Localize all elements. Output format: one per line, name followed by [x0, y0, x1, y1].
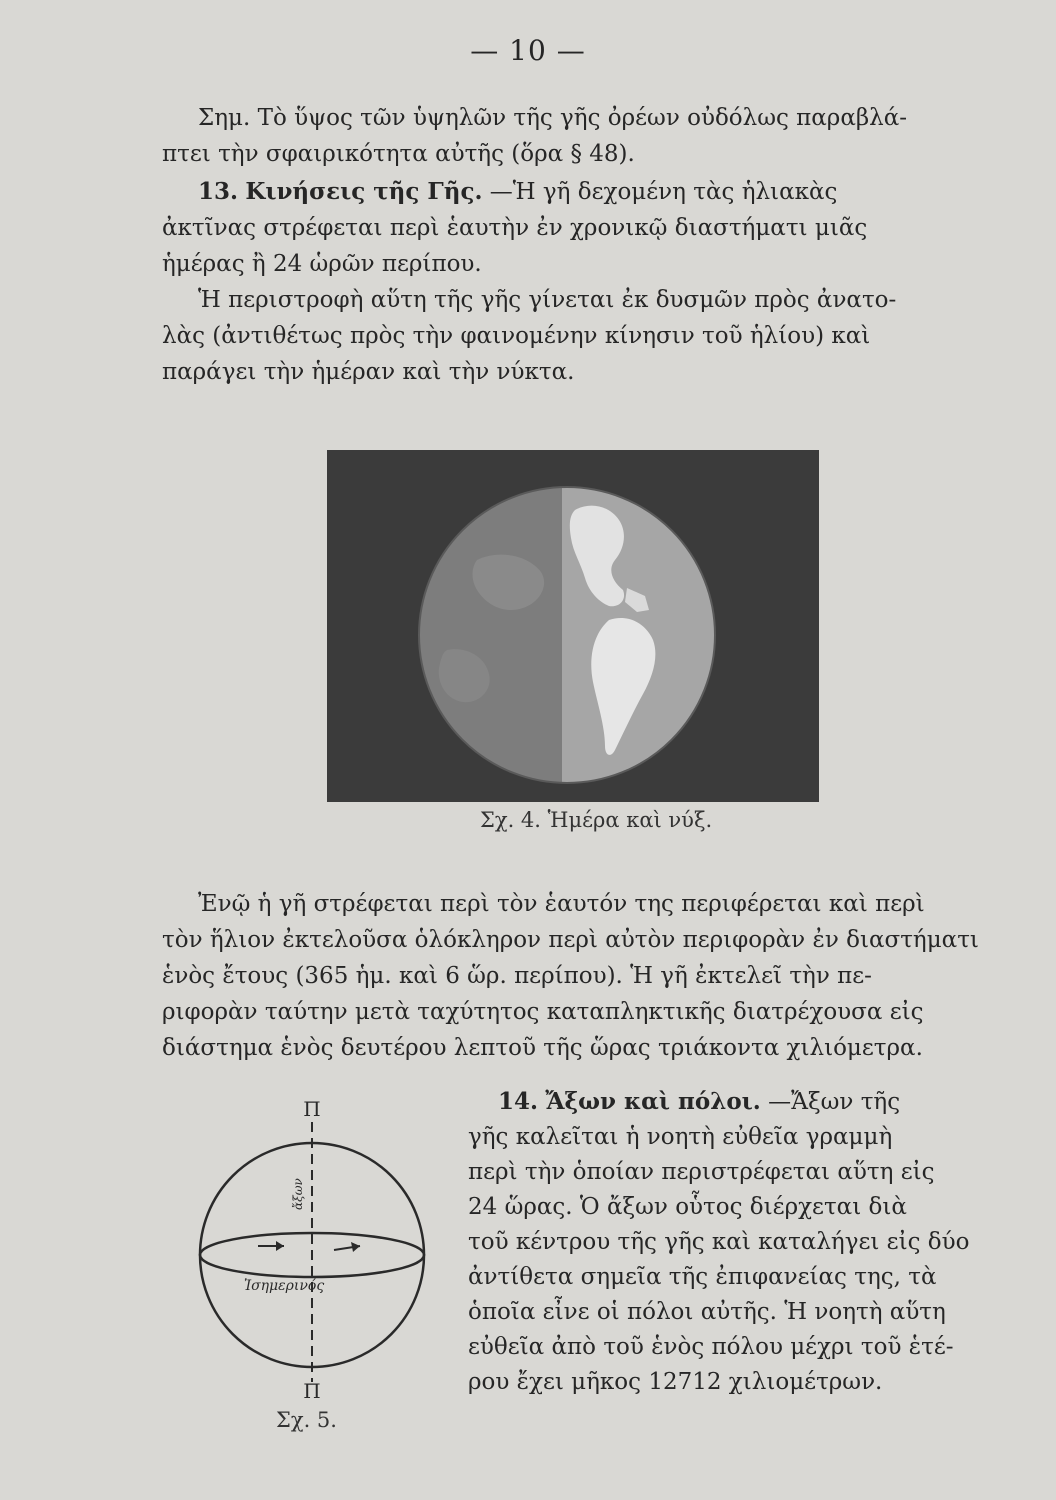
section-14-line: ἀντίθετα σημεῖα τῆς ἐπιφανείας της, τὰ [468, 1264, 937, 1290]
axis-diagram [188, 1100, 448, 1400]
section-14-title: Ἄξων καὶ πόλοι. [545, 1088, 761, 1115]
section-13-text: —Ἡ γῆ δεχομένη τὰς ἡλιακὰς [489, 179, 838, 205]
south-pole-label: Π [303, 1379, 321, 1400]
orbit-line: ἑνὸς ἔτους (365 ἡμ. καὶ 6 ὥρ. περίπου). Ἡ γῆ ἐκτελεῖ τὴν πε- [162, 963, 872, 989]
orbit-line: διάστημα ἑνὸς δευτέρου λεπτοῦ τῆς ὥρας τριάκοντα χιλιόμετρα. [162, 1035, 923, 1061]
section-13-line: Ἡ περιστροφὴ αὕτη τῆς γῆς γίνεται ἐκ δυσμῶν πρὸς ἀνατο- [198, 287, 897, 313]
section-14-text: —Ἄξων τῆς [768, 1089, 901, 1115]
section-13 [162, 174, 996, 390]
globe-illustration [327, 450, 819, 802]
orbit-line: τὸν ἥλιον ἐκτελοῦσα ὁλόκληρον περὶ αὐτὸν περιφορὰν ἐν διαστήματι [162, 927, 979, 953]
axis-label: ἄξων [291, 1178, 305, 1210]
page-number: — 10 — [470, 34, 586, 67]
section-14-line: γῆς καλεῖται ἡ νοητὴ εὐθεῖα γραμμὴ [468, 1124, 893, 1150]
section-13-number: 13. [198, 178, 239, 205]
section-13-line: ἀκτῖνας στρέφεται περὶ ἑαυτὴν ἐν χρονικῷ διαστήματι μιᾶς [162, 215, 868, 241]
section-13-heading-line [162, 174, 996, 210]
arrow-head [351, 1242, 360, 1252]
section-14-line: 24 ὥρας. Ὁ ἄξων οὗτος διέρχεται διὰ [468, 1194, 907, 1220]
section-14-line: ὁποῖα εἶνε οἱ πόλοι αὐτῆς. Ἡ νοητὴ αὕτη [468, 1299, 946, 1325]
figure-4-day-night-globe [327, 450, 819, 802]
orbit-line: ριφορὰν ταύτην μετὰ ταχύτητος καταπληκτικῆς διατρέχουσα εἰς [162, 999, 924, 1025]
section-14-heading-line [468, 1084, 998, 1120]
note-paragraph [162, 100, 996, 172]
figure-5-caption: Σχ. 5. [276, 1408, 337, 1432]
section-14-line: ρου ἔχει μῆκος 12712 χιλιομέτρων. [468, 1369, 883, 1395]
note-line: πτει τὴν σφαιρικότητα αὐτῆς (ὅρα § 48). [162, 141, 635, 167]
section-14-line: τοῦ κέντρου τῆς γῆς καὶ καταλήγει εἰς δύο [468, 1229, 970, 1255]
section-14 [468, 1084, 998, 1400]
section-13-title: Κινήσεις τῆς Γῆς. [245, 178, 483, 205]
section-13-line: ἡμέρας ἢ 24 ὡρῶν περίπου. [162, 251, 482, 277]
section-14-line: περὶ τὴν ὁποίαν περιστρέφεται αὕτη εἰς [468, 1159, 935, 1185]
section-13-line: παράγει τὴν ἡμέραν καὶ τὴν νύκτα. [162, 359, 575, 385]
arrow-head [276, 1241, 284, 1251]
north-pole-label: Π [303, 1100, 321, 1121]
orbit-line: Ἐνῷ ἡ γῆ στρέφεται περὶ τὸν ἑαυτόν της περιφέρεται καὶ περὶ [198, 891, 925, 917]
orbit-paragraph [162, 886, 996, 1066]
figure-5-axis-diagram [188, 1100, 448, 1400]
note-line: Σημ. Τὸ ὕψος τῶν ὑψηλῶν τῆς γῆς ὀρέων οὐδόλως παραβλά- [198, 105, 908, 131]
equator-label: Ἰσημερινός [243, 1278, 325, 1294]
section-14-number: 14. [498, 1088, 539, 1115]
figure-4-caption: Σχ. 4. Ἡμέρα καὶ νύξ. [480, 808, 713, 832]
section-13-line: λὰς (ἀντιθέτως πρὸς τὴν φαινομένην κίνησιν τοῦ ἡλίου) καὶ [162, 323, 871, 349]
section-14-line: εὐθεῖα ἀπὸ τοῦ ἑνὸς πόλου μέχρι τοῦ ἑτέ- [468, 1334, 954, 1360]
